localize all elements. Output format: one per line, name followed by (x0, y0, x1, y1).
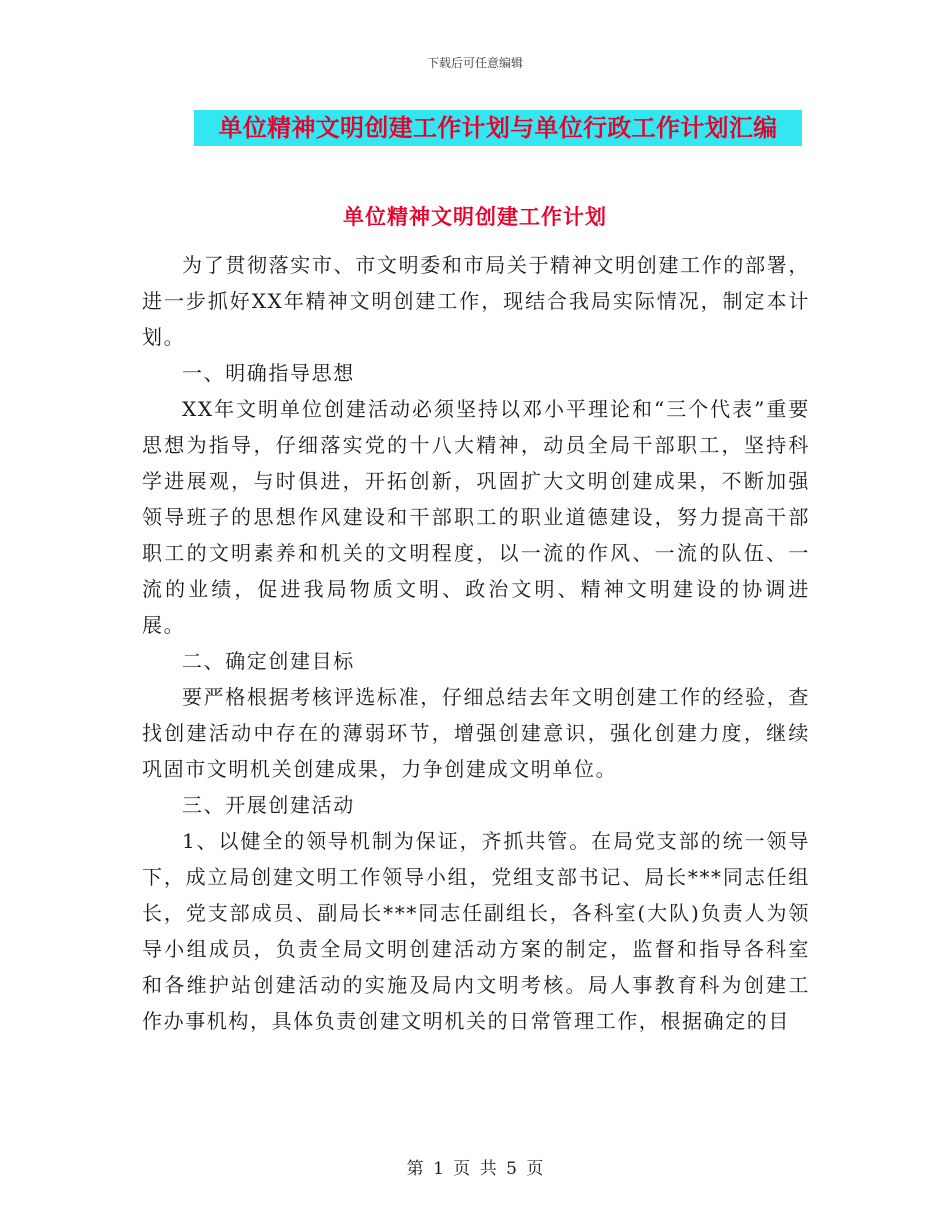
page-footer: 第 1 页 共 5 页 (406, 1159, 544, 1179)
heading-activities: 三、开展创建活动 (182, 793, 355, 817)
heading-guiding-thought: 一、明确指导思想 (182, 361, 355, 385)
paragraph-guiding-thought: XX年文明单位创建活动必须坚持以邓小平理论和“三个代表”重要思想为指导，仔细落实党的十八大精神，动员全局干部职工，坚持科学进展观，与时俱进，开拓创新，巩固扩大文明创建成果，不断加强领导班子的思想作风建设和干部职工的职业道德建设，努力提高干部职工的文明素养和机关的文明程度，以一流的作风、一流的队伍、一流的业绩，促进我局物质文明、政治文明、精神文明建设的协调进展。 (142, 397, 810, 637)
document-title: 单位精神文明创建工作计划与单位行政工作计划汇编 (194, 110, 802, 146)
heading-goals: 二、确定创建目标 (182, 649, 355, 673)
paragraph-goals: 要严格根据考核评选标准，仔细总结去年文明创建工作的经验，查找创建活动中存在的薄弱环节，增强创建意识，强化创建力度，继续巩固市文明机关创建成果，力争创建成文明单位。 (142, 685, 810, 781)
paragraph-intro: 为了贯彻落实市、市文明委和市局关于精神文明创建工作的部署，进一步抓好XX年精神文明创建工作，现结合我局实际情况，制定本计划。 (142, 253, 810, 349)
section-title: 单位精神文明创建工作计划 (343, 205, 607, 229)
document-body (142, 247, 810, 1039)
header-note: 下载后可任意编辑 (426, 56, 523, 70)
paragraph-activities-1: 1、以健全的领导机制为保证，齐抓共管。在局党支部的统一领导下，成立局创建文明工作领导小组，党组支部书记、局长***同志任组长，党支部成员、副局长***同志任副组长，各科室(大队)负责人为领导小组成员，负责全局文明创建活动方案的制定，监督和指导各科室和各维护站创建活动的实施及局内文明考核。局人事教育科为创建工作办事机构，具体负责创建文明机关的日常管理工作，根据确定的目 (142, 829, 810, 1033)
